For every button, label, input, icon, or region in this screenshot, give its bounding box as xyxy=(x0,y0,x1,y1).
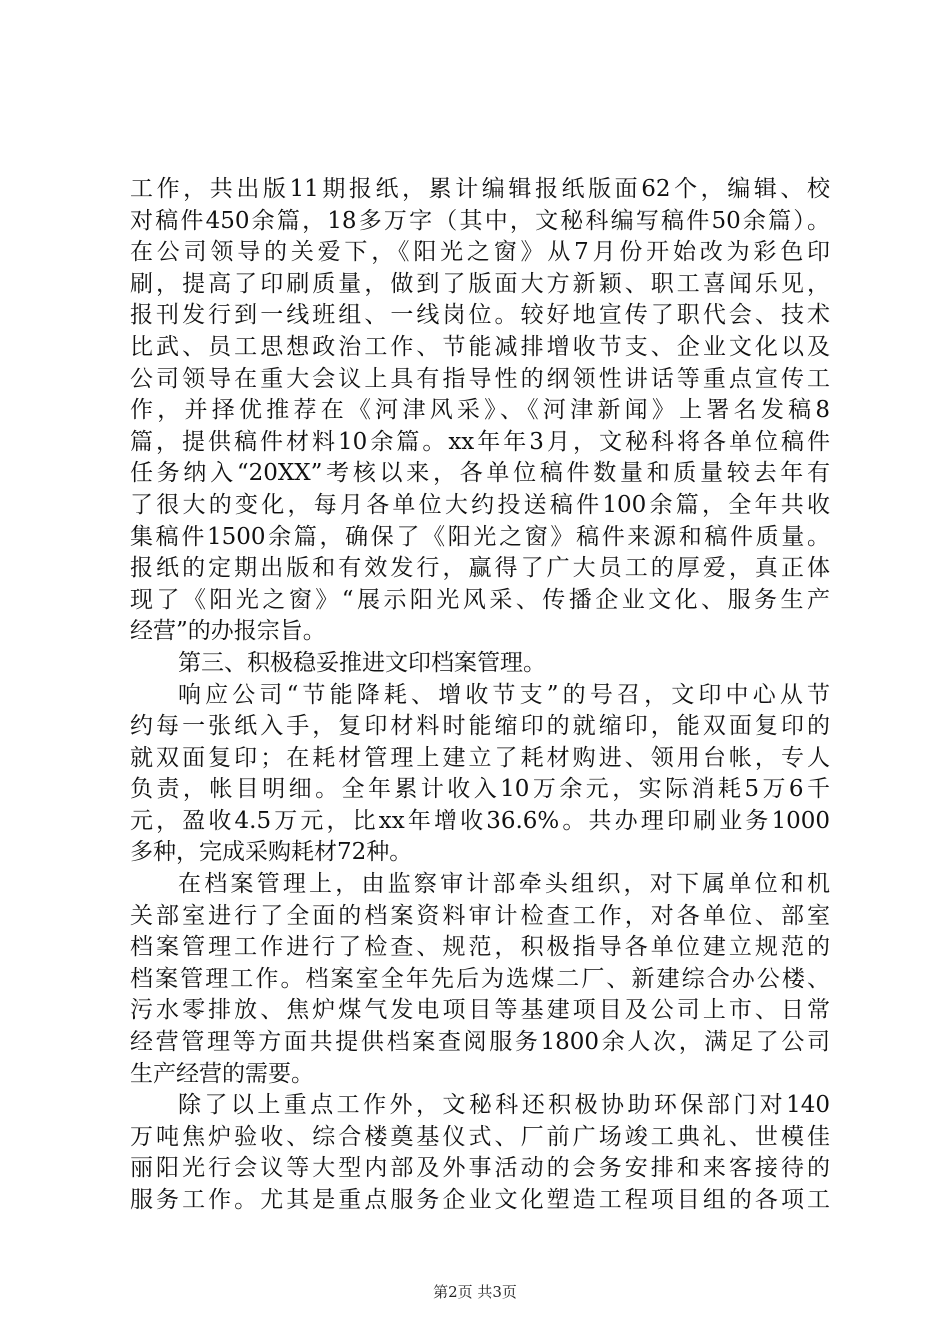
text-line: 了很大的变化，每月各单位大约投送稿件100余篇，全年共收 xyxy=(130,491,830,518)
text-line: 丽阳光行会议等大型内部及外事活动的会务安排和来客接待的 xyxy=(130,1155,830,1182)
text-line: 经营管理等方面共提供档案查阅服务1800余人次，满足了公司 xyxy=(130,1029,830,1056)
text-line: 任务纳入“20XX”考核以来，各单位稿件数量和质量较去年有 xyxy=(130,460,830,487)
text-line: 关部室进行了全面的档案资料审计检查工作，对各单位、部室 xyxy=(130,902,830,929)
text-line: 在档案管理上，由监察审计部牵头组织，对下属单位和机 xyxy=(178,871,830,898)
text-line: 报刊发行到一线班组、一线岗位。较好地宣传了职代会、技术 xyxy=(130,302,830,329)
text-line: 作，并择优推荐在《河津风采》、《河津新闻》上署名发稿8 xyxy=(130,397,830,424)
text-line: 响应公司“节能降耗、增收节支”的号召，文印中心从节 xyxy=(178,681,830,708)
text-line: 生产经营的需要。 xyxy=(130,1060,314,1087)
text-line: 负责，帐目明细。全年累计收入10万余元，实际消耗5万6千 xyxy=(130,776,830,803)
page-footer: 第2页 共3页 xyxy=(433,1283,517,1301)
text-line: 服务工作。尤其是重点服务企业文化塑造工程项目组的各项工 xyxy=(130,1187,830,1213)
text-line: 档案管理工作进行了检查、规范，积极指导各单位建立规范的 xyxy=(130,934,830,961)
text-line: 在公司领导的关爱下，《阳光之窗》从7月份开始改为彩色印 xyxy=(130,239,830,266)
document-body xyxy=(130,174,830,1217)
text-line: 刷，提高了印刷质量，做到了版面大方新颖、职工喜闻乐见， xyxy=(130,270,830,297)
text-line: 就双面复印；在耗材管理上建立了耗材购进、领用台帐，专人 xyxy=(130,744,830,771)
text-line: 集稿件1500余篇，确保了《阳光之窗》稿件来源和稿件质量。 xyxy=(130,523,830,550)
text-line: 元，盈收4.5万元，比xx年增收36.6%。共办理印刷业务1000 xyxy=(130,807,830,834)
text-line: 除了以上重点工作外，文秘科还积极协助环保部门对140 xyxy=(178,1092,830,1119)
text-line: 档案管理工作。档案室全年先后为选煤二厂、新建综合办公楼、 xyxy=(130,965,830,992)
text-line: 公司领导在重大会议上具有指导性的纲领性讲话等重点宣传工 xyxy=(130,365,830,392)
text-line: 万吨焦炉验收、综合楼奠基仪式、厂前广场竣工典礼、世模佳 xyxy=(130,1123,830,1150)
text-line: 多种，完成采购耗材72种。 xyxy=(130,839,413,866)
text-line: 比武、员工思想政治工作、节能减排增收节支、企业文化以及 xyxy=(130,333,830,360)
text-line: 经营”的办报宗旨。 xyxy=(130,618,326,645)
text-line: 工作，共出版11期报纸，累计编辑报纸版面62个，编辑、校 xyxy=(130,176,830,202)
text-line: 现了《阳光之窗》“展示阳光风采、传播企业文化、服务生产 xyxy=(130,586,830,613)
text-line: 约每一张纸入手，复印材料时能缩印的就缩印，能双面复印的 xyxy=(130,713,830,740)
text-line: 污水零排放、焦炉煤气发电项目等基建项目及公司上市、日常 xyxy=(130,997,830,1024)
text-line: 对稿件450余篇，18多万字（其中，文秘科编写稿件50余篇）。 xyxy=(130,207,830,234)
text-line: 报纸的定期出版和有效发行，赢得了广大员工的厚爱，真正体 xyxy=(130,555,830,582)
text-line: 篇，提供稿件材料10余篇。xx年年3月，文秘科将各单位稿件 xyxy=(130,428,830,455)
section-heading: 第三、积极稳妥推进文印档案管理。 xyxy=(178,649,546,676)
